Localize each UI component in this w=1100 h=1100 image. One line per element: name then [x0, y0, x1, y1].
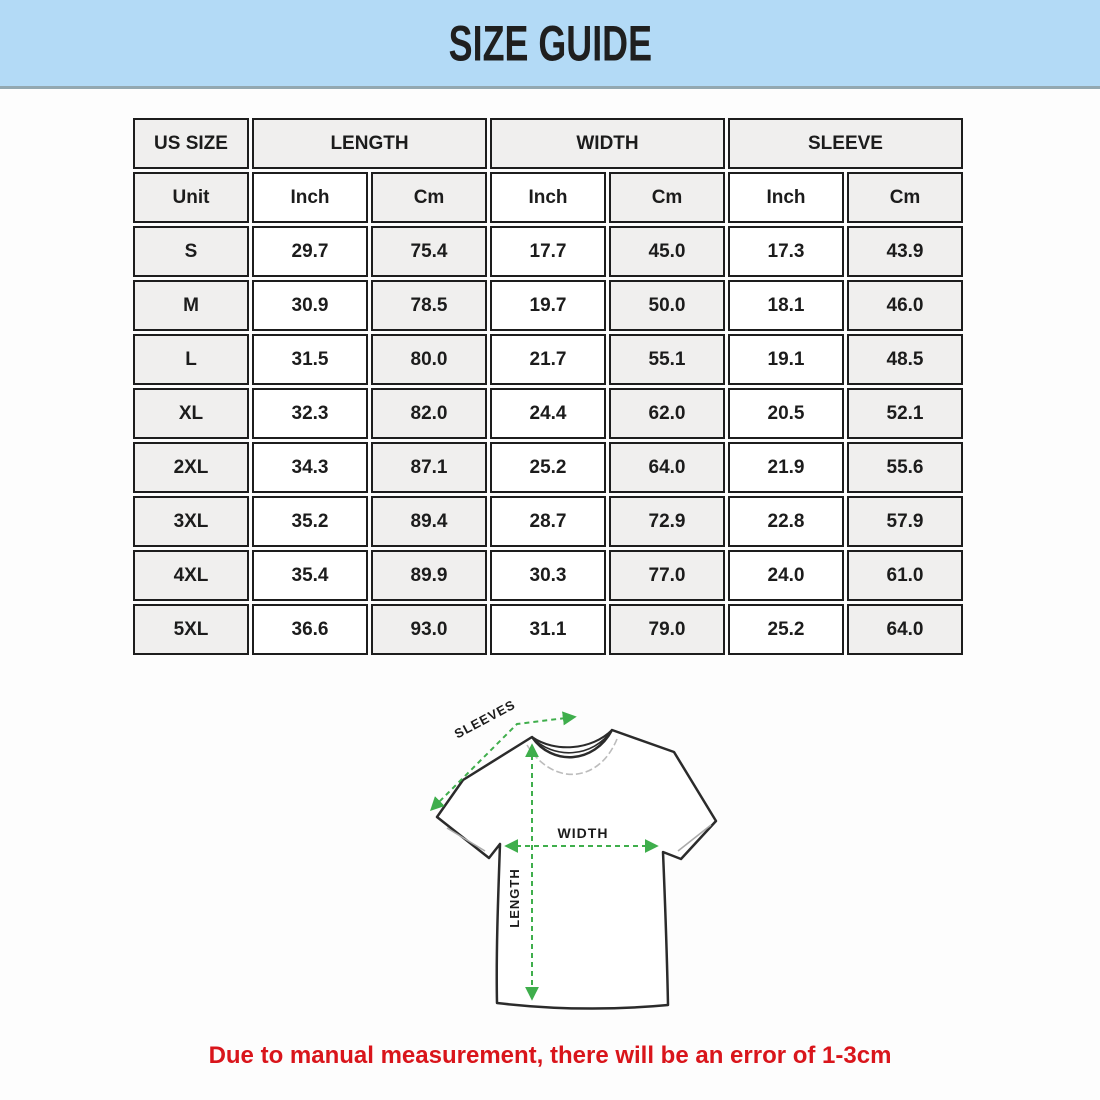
value-cell: 48.5: [847, 334, 963, 385]
value-cell: 80.0: [371, 334, 487, 385]
value-cell: 18.1: [728, 280, 844, 331]
value-cell: 21.9: [728, 442, 844, 493]
width-label: WIDTH: [557, 825, 609, 841]
value-cell: 35.4: [252, 550, 368, 601]
value-cell: 50.0: [609, 280, 725, 331]
width-inch-label: Inch: [490, 172, 606, 223]
value-cell: 55.6: [847, 442, 963, 493]
header-sleeve: SLEEVE: [728, 118, 963, 169]
value-cell: 43.9: [847, 226, 963, 277]
header-us-size: US SIZE: [133, 118, 249, 169]
size-row: [133, 334, 963, 385]
size-cell: S: [133, 226, 249, 277]
value-cell: 36.6: [252, 604, 368, 655]
value-cell: 30.9: [252, 280, 368, 331]
length-label: LENGTH: [507, 868, 522, 928]
size-cell: 5XL: [133, 604, 249, 655]
unit-header-row: [133, 172, 963, 223]
value-cell: 24.4: [490, 388, 606, 439]
value-cell: 93.0: [371, 604, 487, 655]
value-cell: 28.7: [490, 496, 606, 547]
value-cell: 52.1: [847, 388, 963, 439]
size-chart-table: [130, 115, 966, 658]
value-cell: 31.1: [490, 604, 606, 655]
value-cell: 19.7: [490, 280, 606, 331]
size-row: [133, 226, 963, 277]
size-cell: 2XL: [133, 442, 249, 493]
value-cell: 17.3: [728, 226, 844, 277]
value-cell: 55.1: [609, 334, 725, 385]
value-cell: 32.3: [252, 388, 368, 439]
value-cell: 25.2: [728, 604, 844, 655]
size-row: [133, 388, 963, 439]
size-cell: M: [133, 280, 249, 331]
size-row: [133, 496, 963, 547]
value-cell: 89.9: [371, 550, 487, 601]
header-width: WIDTH: [490, 118, 725, 169]
tshirt-measurement-diagram: [380, 680, 780, 1050]
value-cell: 64.0: [847, 604, 963, 655]
page-title: SIZE GUIDE: [448, 14, 652, 72]
size-cell: XL: [133, 388, 249, 439]
value-cell: 46.0: [847, 280, 963, 331]
value-cell: 21.7: [490, 334, 606, 385]
sleeves-label: SLEEVES: [451, 696, 518, 742]
value-cell: 87.1: [371, 442, 487, 493]
length-cm-label: Cm: [371, 172, 487, 223]
value-cell: 30.3: [490, 550, 606, 601]
value-cell: 62.0: [609, 388, 725, 439]
value-cell: 61.0: [847, 550, 963, 601]
value-cell: 57.9: [847, 496, 963, 547]
length-inch-label: Inch: [252, 172, 368, 223]
value-cell: 34.3: [252, 442, 368, 493]
size-row: [133, 442, 963, 493]
value-cell: 22.8: [728, 496, 844, 547]
value-cell: 29.7: [252, 226, 368, 277]
value-cell: 75.4: [371, 226, 487, 277]
value-cell: 31.5: [252, 334, 368, 385]
value-cell: 20.5: [728, 388, 844, 439]
value-cell: 35.2: [252, 496, 368, 547]
size-cell: 4XL: [133, 550, 249, 601]
sleeve-inch-label: Inch: [728, 172, 844, 223]
size-row: [133, 280, 963, 331]
size-row: [133, 550, 963, 601]
header-length: LENGTH: [252, 118, 487, 169]
value-cell: 17.7: [490, 226, 606, 277]
value-cell: 25.2: [490, 442, 606, 493]
value-cell: 89.4: [371, 496, 487, 547]
sleeve-cm-label: Cm: [847, 172, 963, 223]
tshirt-outline: [437, 730, 716, 1009]
width-cm-label: Cm: [609, 172, 725, 223]
value-cell: 78.5: [371, 280, 487, 331]
value-cell: 45.0: [609, 226, 725, 277]
header-banner: [0, 0, 1100, 89]
value-cell: 19.1: [728, 334, 844, 385]
measurement-disclaimer: Due to manual measurement, there will be an error of 1-3cm: [208, 1042, 892, 1069]
size-cell: 3XL: [133, 496, 249, 547]
value-cell: 77.0: [609, 550, 725, 601]
unit-label: Unit: [133, 172, 249, 223]
group-header-row: [133, 118, 963, 169]
size-cell: L: [133, 334, 249, 385]
size-table-body: [133, 226, 963, 655]
value-cell: 72.9: [609, 496, 725, 547]
value-cell: 82.0: [371, 388, 487, 439]
size-row: [133, 604, 963, 655]
value-cell: 79.0: [609, 604, 725, 655]
value-cell: 24.0: [728, 550, 844, 601]
value-cell: 64.0: [609, 442, 725, 493]
